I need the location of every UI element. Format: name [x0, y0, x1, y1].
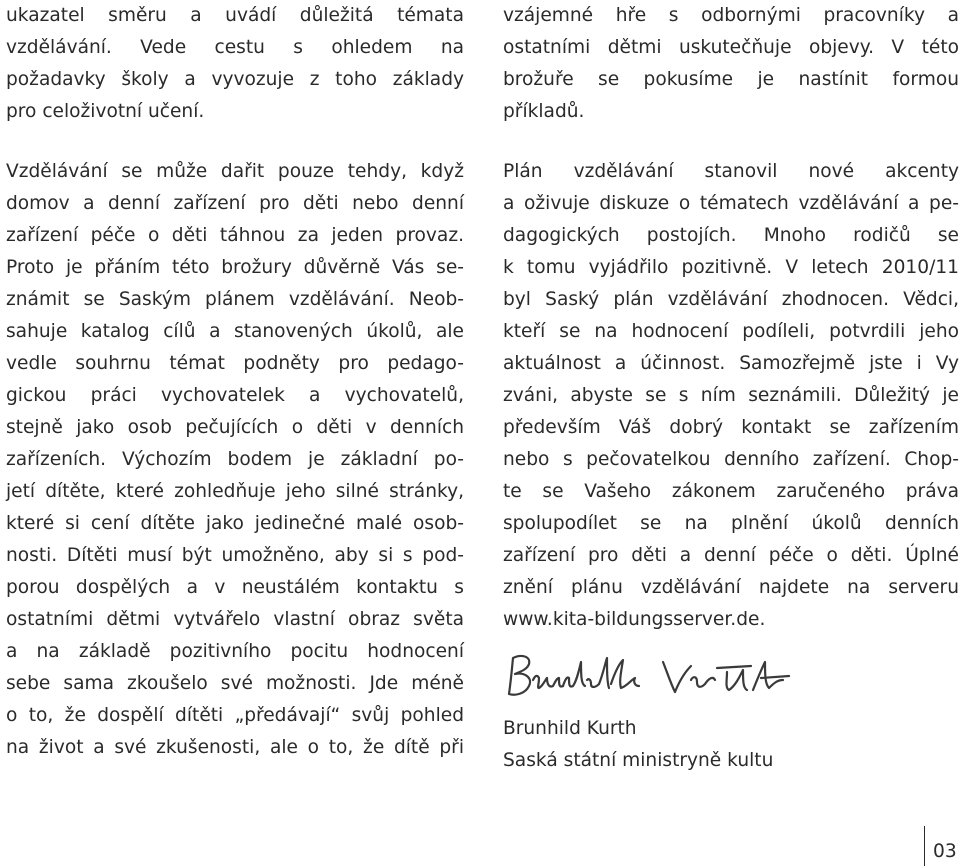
text-line: Plán vzdělávání stanovil nové akcenty [503, 161, 959, 182]
page-number: 03 [933, 841, 957, 862]
text-line: znění plánu vzdělávání najdete na serveru [503, 577, 959, 598]
text-line: byl Saský plán vzdělávání zhodnocen. Vědci, [503, 289, 959, 310]
left-column [6, 0, 464, 764]
right-column [503, 0, 959, 636]
text-line: zváni, abyste se s ním seznámili. Důležitý je [503, 385, 959, 406]
page-number-divider [924, 826, 925, 866]
text-line: nebo s pečovatelkou denního zařízení. Chop- [503, 449, 959, 470]
text-line: pro celoživotní učení. [6, 101, 205, 122]
text-line: vzdělávání. Vede cestu s ohledem na [6, 37, 464, 58]
text-line: na život a své zkušenosti, ale o to, že dítě při [6, 737, 464, 758]
text-line: ostatními dětmi vytvářelo vlastní obraz světa [6, 609, 464, 630]
text-line: příkladů. [503, 101, 585, 122]
text-line: zařízení pro děti a denní péče o děti. Úplné [503, 545, 959, 566]
signatory-name: Brunhild Kurth [503, 718, 637, 739]
text-line: aktuálnost a účinnost. Samozřejmě jste i Vy [503, 353, 959, 374]
text-line: vedle souhrnu témat podněty pro pedago- [6, 353, 464, 374]
text-line: stejně jako osob pečujících o děti v denních [6, 417, 464, 438]
paragraph-gap [503, 128, 959, 156]
paragraph-gap [6, 128, 464, 156]
text-line: známit se Saským plánem vzdělávání. Neob- [6, 289, 464, 310]
text-line: spolupodílet se na plnění úkolů denních [503, 513, 959, 534]
text-line: kteří se na hodnocení podíleli, potvrdili jeho [503, 321, 959, 342]
text-line: porou dospělých a v neustálém kontaktu s [6, 577, 464, 598]
text-line: Vzdělávání se může dařit pouze tehdy, když [6, 161, 464, 182]
text-line: které si cení dítěte jako jedinečné malé osob- [6, 513, 464, 534]
text-line: ostatními dětmi uskutečňuje objevy. V této [503, 37, 959, 58]
website-link[interactable]: www.kita-bildungsserver.de. [503, 609, 766, 630]
text-line: gickou práci vychovatelek a vychovatelů, [6, 385, 464, 406]
signatory-role: Saská státní ministryně kultu [503, 750, 774, 771]
text-line: a na základě pozitivního pocitu hodnocení [6, 641, 464, 662]
text-line: vzájemné hře s odbornými pracovníky a [503, 5, 959, 26]
text-line: a oživuje diskuze o tématech vzdělávání a pe- [503, 193, 959, 214]
text-line: ukazatel směru a uvádí důležitá témata [6, 5, 464, 26]
text-line: dagogických postojích. Mnoho rodičů se [503, 225, 959, 246]
text-line: především Váš dobrý kontakt se zařízením [503, 417, 959, 438]
text-line: domov a denní zařízení pro děti nebo denní [6, 193, 464, 214]
text-line: Proto je přáním této brožury důvěrně Vás se- [6, 257, 464, 278]
handwritten-signature [503, 650, 803, 712]
text-line: o to, že dospělí dítěti „předávají“ svůj pohled [6, 705, 464, 726]
text-line: k tomu vyjádřilo pozitivně. V letech 2010/11 [503, 257, 959, 278]
text-line: nosti. Dítěti musí být umožněno, aby si s pod- [6, 545, 464, 566]
text-line: zařízení péče o děti táhnou za jeden provaz. [6, 225, 464, 246]
text-line: požadavky školy a vyvozuje z toho základy [6, 69, 464, 90]
text-line: zařízeních. Výchozím bodem je základní po- [6, 449, 464, 470]
text-line: brožuře se pokusíme je nastínit formou [503, 69, 959, 90]
text-line: sahuje katalog cílů a stanovených úkolů, ale [6, 321, 464, 342]
text-line: sebe sama zkoušelo své možnosti. Jde méně [6, 673, 464, 694]
text-line: jetí dítěte, které zohledňuje jeho silné stránky, [6, 481, 464, 502]
text-line: te se Vašeho zákonem zaručeného práva [503, 481, 959, 502]
